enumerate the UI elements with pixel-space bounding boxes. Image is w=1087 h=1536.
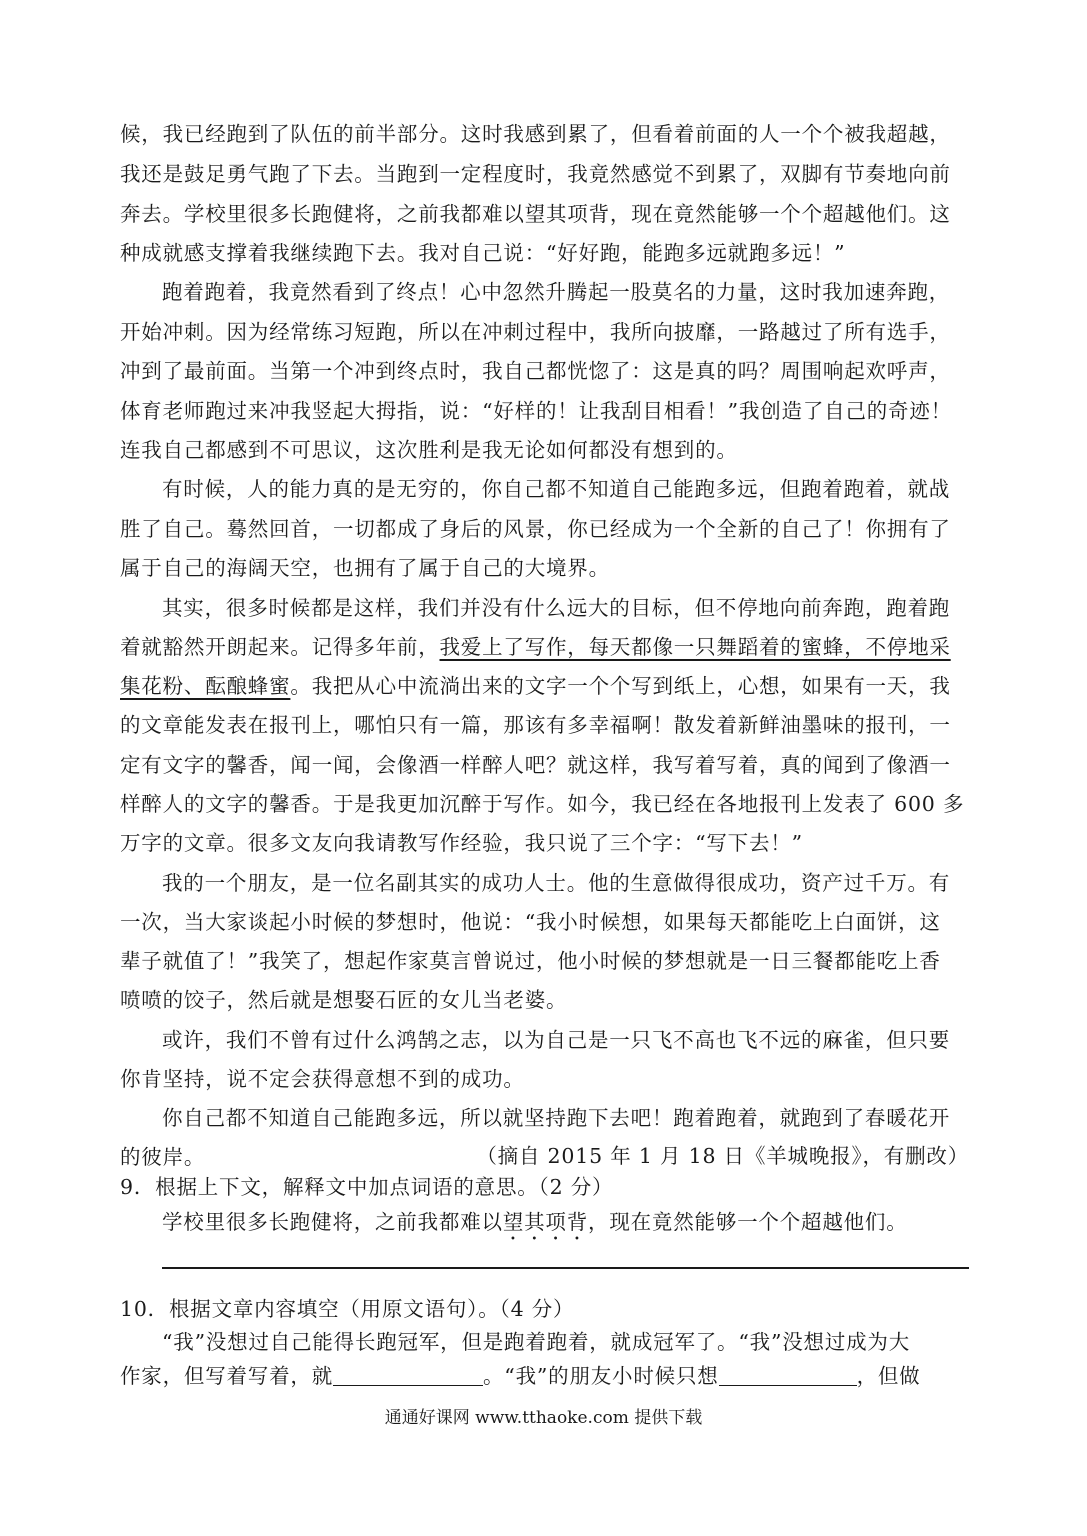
- question-9-prompt: 9．根据上下文，解释文中加点词语的意思。（2 分）: [120, 1175, 614, 1199]
- question-10-prompt: 10．根据文章内容填空（用原文语句）。（4 分）: [120, 1297, 575, 1321]
- paragraph-line: 胜了自己。蓦然回首，一切都成了身后的风景，你已经成为一个全新的自己了！你拥有了: [120, 517, 951, 541]
- fill-in-blank[interactable]: [719, 1361, 857, 1386]
- paragraph-line: 其实，很多时候都是这样，我们并没有什么远大的目标，但不停地向前奔跑，跑着跑: [162, 596, 951, 620]
- paragraph-line: 的彼岸。: [120, 1145, 206, 1169]
- paragraph-line: 万字的文章。很多文友向我请教写作经验，我只说了三个字：“写下去！”: [120, 831, 803, 855]
- paragraph-line: 你自己都不知道自己能跑多远，所以就坚持跑下去吧！跑着跑着，就跑到了春暖花开: [162, 1106, 951, 1130]
- paragraph-line: 跑着跑着，我竟然看到了终点！心中忽然升腾起一股莫名的力量，这时我加速奔跑，: [162, 280, 951, 304]
- paragraph-line: 候，我已经跑到了队伍的前半部分。这时我感到累了，但看着前面的人一个个被我超越，: [120, 122, 951, 146]
- paragraph-line: [120, 667, 970, 705]
- page-footer: 通通好课网 www.tthaoke.com 提供下载: [384, 1408, 703, 1428]
- plain-text: 。我把从心中流淌出来的文字一个个写到纸上，心想，如果有一天，我: [290, 674, 951, 698]
- paragraph-line: 样醉人的文字的馨香。于是我更加沉醉于写作。如今，我已经在各地报刊上发表了 600 多: [120, 792, 965, 816]
- paragraph-line: 你肯坚持，说不定会获得意想不到的成功。: [120, 1067, 525, 1091]
- paragraph-line: 种成就感支撑着我继续跑下去。我对自己说：“好好跑，能跑多远就跑多远！”: [120, 241, 846, 265]
- paragraph-line: 一次，当大家谈起小时候的梦想时，他说：“我小时候想，如果每天都能吃上白面饼，这: [120, 910, 941, 934]
- plain-text: 作家，但写着写着，就: [120, 1364, 333, 1388]
- plain-text: 。“我”的朋友小时候只想: [483, 1364, 719, 1388]
- underlined-sentence: 集花粉、酝酿蜂蜜: [120, 674, 291, 698]
- paragraph-line: [120, 628, 970, 666]
- paragraph-line: 定有文字的馨香，闻一闻，会像酒一样醉人吧？就这样，我写着写着，真的闻到了像酒一: [120, 753, 951, 777]
- question-10-line: “我”没想过自己能得长跑冠军，但是跑着跑着，就成冠军了。“我”没想过成为大: [162, 1330, 911, 1354]
- paragraph-line: 开始冲刺。因为经常练习短跑，所以在冲刺过程中，我所向披靡，一路越过了所有选手，: [120, 320, 951, 344]
- question-10-line: [120, 1357, 970, 1395]
- plain-text: ，现在竟然能够一个个超越他们。: [588, 1210, 908, 1234]
- paragraph-line: 我还是鼓足勇气跑了下去。当跑到一定程度时，我竟然感觉不到累了，双脚有节奏地向前: [120, 162, 951, 186]
- plain-text: 学校里很多长跑健将，之前我都难以: [162, 1210, 503, 1234]
- paragraph-line: 属于自己的海阔天空，也拥有了属于自己的大境界。: [120, 556, 610, 580]
- plain-text: ，但做: [856, 1364, 921, 1388]
- fill-in-blank[interactable]: [333, 1361, 483, 1386]
- paragraph-line: 奔去。学校里很多长跑健将，之前我都难以望其项背，现在竟然能够一个个超越他们。这: [120, 202, 951, 226]
- plain-text: 着就豁然开朗起来。记得多年前，: [120, 635, 440, 659]
- underlined-sentence: 我爱上了写作，每天都像一只舞蹈着的蜜蜂，不停地采: [439, 635, 951, 659]
- paragraph-line: 的文章能发表在报刊上，哪怕只有一篇，那该有多幸福啊！散发着新鲜油墨味的报刊，一: [120, 713, 951, 737]
- paragraph-line: 体育老师跑过来冲我竖起大拇指，说：“好样的！让我刮目相看！”我创造了自己的奇迹！: [120, 399, 952, 423]
- answer-line[interactable]: [162, 1267, 969, 1269]
- paragraph-line: 冲到了最前面。当第一个冲到终点时，我自己都恍惚了：这是真的吗？周围响起欢呼声，: [120, 359, 951, 383]
- paragraph-line: 连我自己都感到不可思议，这次胜利是我无论如何都没有想到的。: [120, 438, 738, 462]
- paragraph-line: 喷喷的饺子，然后就是想娶石匠的女儿当老婆。: [120, 988, 568, 1012]
- paragraph-line: 有时候，人的能力真的是无穷的，你自己都不知道自己能跑多远，但跑着跑着，就战: [162, 477, 951, 501]
- paragraph-line: 辈子就值了！”我笑了，想起作家莫言曾说过，他小时候的梦想就是一日三餐都能吃上香: [120, 949, 941, 973]
- dotted-phrase: 望其项背: [502, 1210, 589, 1234]
- question-9-sentence: [162, 1203, 970, 1241]
- source-citation: （摘自 2015 年 1 月 18 日《羊城晚报》，有删改）: [476, 1144, 969, 1168]
- paragraph-line: 或许，我们不曾有过什么鸿鹄之志，以为自己是一只飞不高也飞不远的麻雀，但只要: [162, 1028, 951, 1052]
- paragraph-line: 我的一个朋友，是一位名副其实的成功人士。他的生意做得很成功，资产过千万。有: [162, 871, 951, 895]
